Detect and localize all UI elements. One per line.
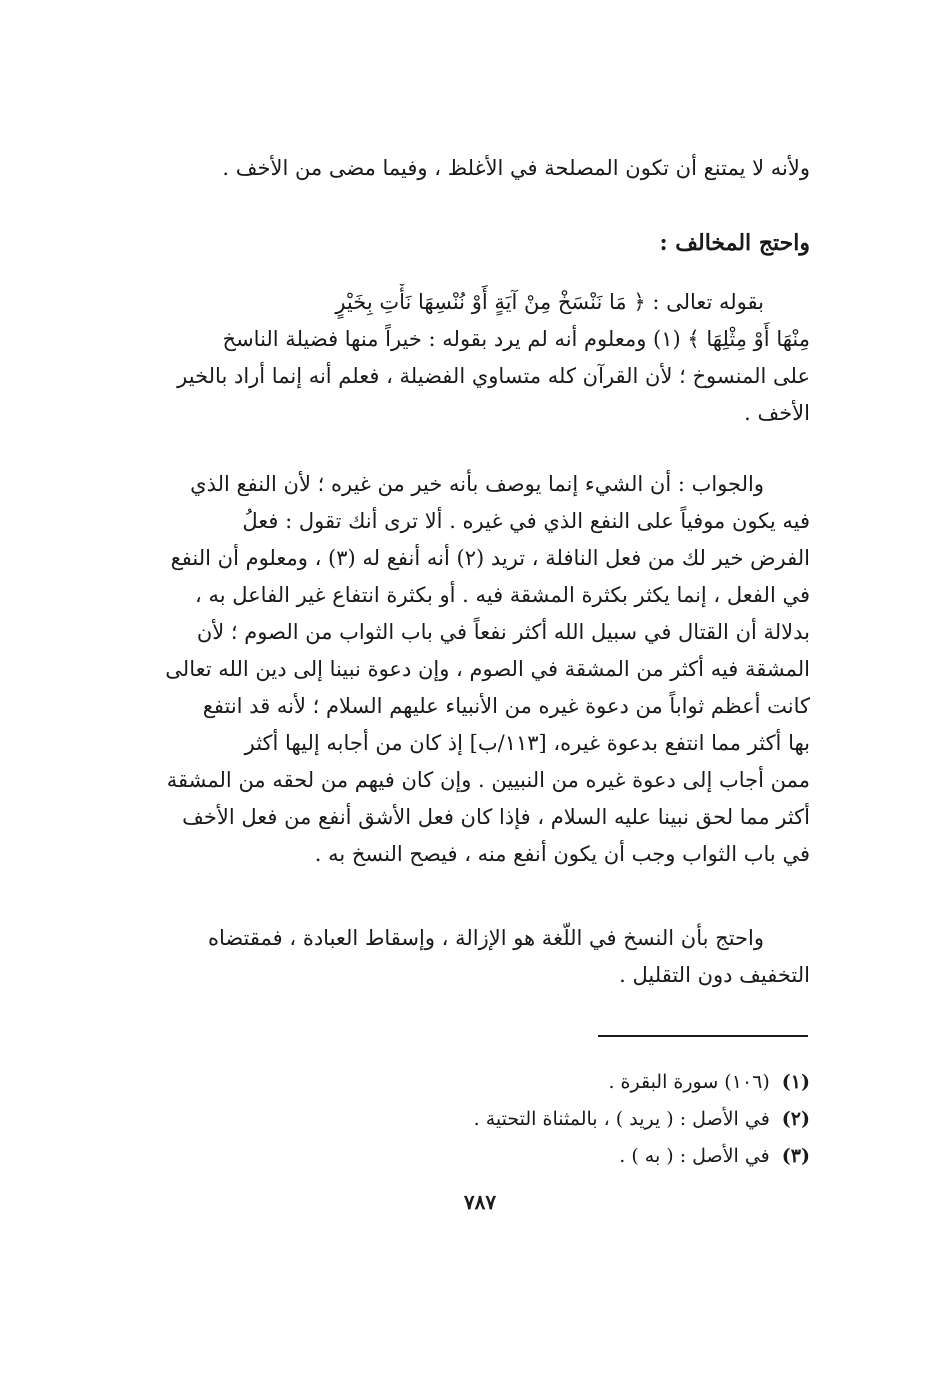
footnote-item bbox=[300, 1101, 810, 1138]
text-line: في الفعل ، إنما يكثر بكثرة المشقة فيه . أو بكثرة انتفاع غير الفاعل به ، bbox=[195, 583, 810, 607]
footnote-item bbox=[300, 1064, 810, 1101]
text-line: بقوله تعالى : ﴿ مَا نَنْسَخْ مِنْ آيَةٍ أَوْ نُنْسِهَا نَأْتِ بِخَيْرٍ bbox=[335, 290, 764, 314]
text-line: التخفيف دون التقليل . bbox=[619, 963, 810, 987]
text-line: كانت أعظم ثواباً من دعوة غيره من الأنبياء عليهم السلام ؛ لأنه قد انتفع bbox=[202, 694, 810, 718]
text-line: والجواب : أن الشيء إنما يوصف بأنه خير من غيره ؛ لأن النفع الذي bbox=[190, 472, 764, 496]
footnote-text: في الأصل : ( يريد ) ، بالمثناة التحتية . bbox=[473, 1108, 770, 1130]
text-line: واحتج بأن النسخ في اللّغة هو الإزالة ، وإسقاط العبادة ، فمقتضاه bbox=[207, 926, 764, 950]
paragraph-answer bbox=[160, 466, 810, 873]
footnotes bbox=[300, 1064, 810, 1175]
footnote-text: في الأصل : ( به ) . bbox=[619, 1145, 770, 1167]
page-number: ٧٨٧ bbox=[463, 1190, 497, 1214]
text-line: أكثر مما لحق نبينا عليه السلام ، فإذا كان فعل الأشق أنفع من فعل الأخف bbox=[182, 805, 810, 829]
footnote-number: (٢) bbox=[781, 1108, 810, 1130]
text-line: الأخف . bbox=[744, 401, 810, 425]
text-line: في باب الثواب وجب أن يكون أنفع منه ، فيصح النسخ به . bbox=[314, 842, 810, 866]
footnote-number: (١) bbox=[781, 1071, 810, 1093]
paragraph-argument bbox=[160, 284, 810, 432]
text-line: فيه يكون موفياً على النفع الذي في غيره . ألا ترى أنك تقول : فعلُ bbox=[242, 509, 810, 533]
text-line: على المنسوخ ؛ لأن القرآن كله متساوي الفضيلة ، فعلم أنه إنما أراد بالخير bbox=[177, 364, 810, 388]
text-line: بدلالة أن القتال في سبيل الله أكثر نفعاً في باب الثواب من الصوم ؛ لأن bbox=[196, 620, 810, 644]
footnote-text: (١٠٦) سورة البقرة . bbox=[608, 1071, 770, 1093]
footnote-item bbox=[300, 1138, 810, 1175]
footnote-separator bbox=[598, 1035, 808, 1037]
text-line: مِنْهَا أَوْ مِثْلِهَا ﴾ (١) ومعلوم أنه لم يرد بقوله : خيراً منها فضيلة الناسخ bbox=[222, 327, 810, 351]
text-line: المشقة فيه أكثر من المشقة في الصوم ، وإن دعوة نبينا إلى دين الله تعالى bbox=[165, 657, 810, 681]
text-line: بها أكثر مما انتفع بدعوة غيره، [١١٣/ب] إذ كان من أجابه إليها أكثر bbox=[244, 731, 810, 755]
text-line: الفرض خير لك من فعل النافلة ، تريد (٢) أنه أنفع له (٣) ، ومعلوم أن النفع bbox=[170, 546, 810, 570]
paragraph-second-argument bbox=[160, 920, 810, 994]
section-heading: واحتج المخالف : bbox=[659, 230, 810, 256]
intro-line: ولأنه لا يمتنع أن تكون المصلحة في الأغلظ ، وفيما مضى من الأخف . bbox=[222, 156, 810, 180]
text-line: ممن أجاب إلى دعوة غيره من النبيين . وإن كان فيهم من لحقه من المشقة bbox=[166, 768, 810, 792]
footnote-number: (٣) bbox=[781, 1145, 810, 1167]
